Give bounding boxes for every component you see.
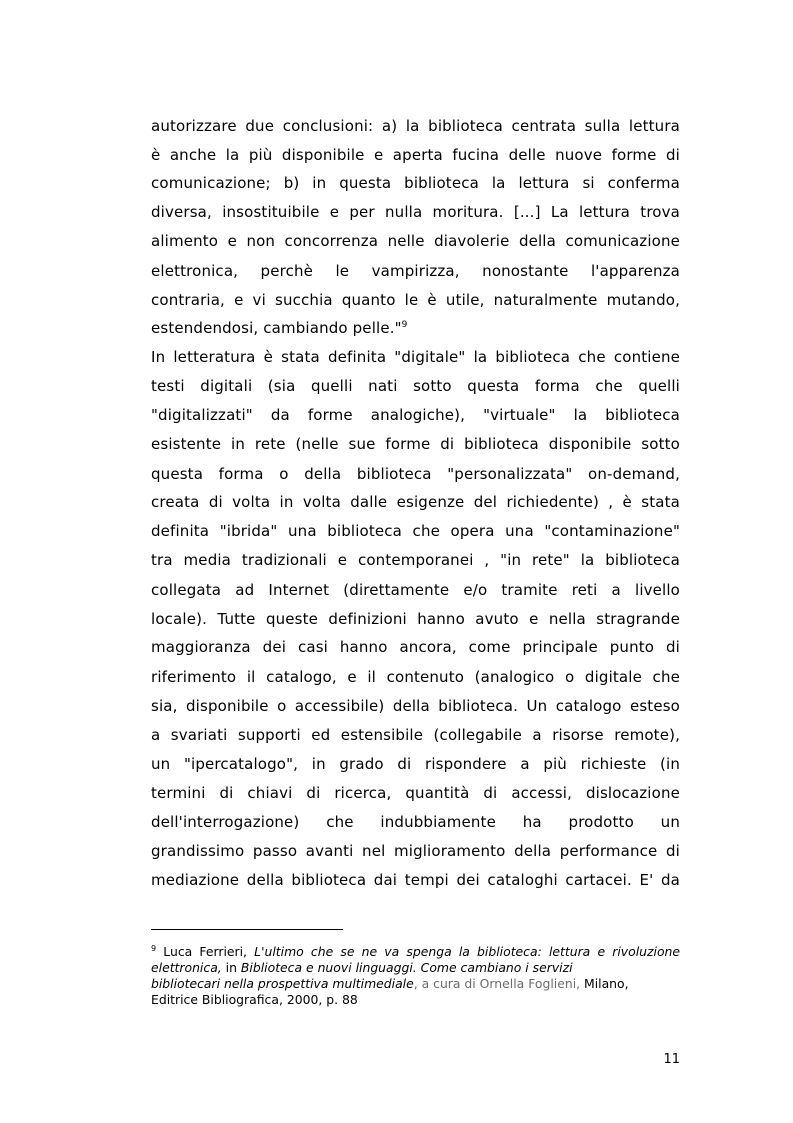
body-line: maggioranza dei casi hanno ancora, come principale punto di [151,638,680,656]
body-line: è anche la più disponibile e aperta fucina delle nuove forme di [151,146,680,164]
footnote-line [151,960,680,976]
footnote-author: Luca Ferrieri, [156,944,255,959]
body-line: a svariati supporti ed estensibile (collegabile a risorse remote), [151,726,680,744]
page-number: 11 [663,1052,680,1067]
body-line: "digitalizzati" da forme analogiche), "virtuale" la biblioteca [151,406,680,424]
footnote-in: in [221,960,241,975]
body-line: grandissimo passo avanti nel miglioramento della performance di [151,842,680,860]
footnote-book-title: Biblioteca e nuovi linguaggi. Come cambiano i servizi [240,960,573,975]
footnote-book-title-cont: bibliotecari nella prospettiva multimediale [151,976,414,991]
body-line: In letteratura è stata definita "digitale" la biblioteca che contiene [151,348,680,366]
footnote-title: L'ultimo che se ne va spenga la biblioteca: lettura e rivoluzione [254,944,680,959]
footnote-place: Milano, [584,976,629,991]
body-line: comunicazione; b) in questa biblioteca la lettura si conferma [151,174,680,192]
body-line: dell'interrogazione) che indubbiamente ha prodotto un [151,813,680,831]
body-line: creata di volta in volta dalle esigenze del richiedente) , è stata [151,493,680,511]
body-line: esistente in rete (nelle sue forme di biblioteca disponibile sotto [151,435,680,453]
body-line: riferimento il catalogo, e il contenuto (analogico o digitale che [151,668,680,686]
body-line: un "ipercatalogo", in grado di rispondere a più richieste (in [151,755,680,773]
footnote-number: 9 [151,943,157,953]
quote-end-line [151,318,680,338]
footnote-reference[interactable]: 9 [401,320,408,330]
footnote-separator [151,929,343,930]
body-line: questa forma o della biblioteca "personalizzata" on-demand, [151,465,680,483]
body-line: contraria, e vi succhia quanto le è utile, naturalmente mutando, [151,291,680,309]
body-line: autorizzare due conclusioni: a) la biblioteca centrata sulla lettura [151,117,680,135]
body-line: diversa, insostituibile e per nulla moritura. [...] La lettura trova [151,203,680,221]
body-line: definita "ibrida" una biblioteca che opera una "contaminazione" [151,522,680,540]
body-line: testi digitali (sia quelli nati sotto questa forma che quelli [151,377,680,395]
body-line: locale). Tutte queste definizioni hanno avuto e nella stragrande [151,610,680,628]
footnote-line [151,976,680,992]
body-line: tra media tradizionali e contemporanei , "in rete" la biblioteca [151,551,680,569]
footnote-publisher: Editrice Bibliografica, 2000, p. 88 [151,992,358,1007]
body-line: mediazione della biblioteca dai tempi dei cataloghi cartacei. E' da [151,871,680,889]
footnote-editor: , a cura di Ornella Foglieni, [413,976,585,991]
body-line: termini di chiavi di ricerca, quantità di accessi, dislocazione [151,784,680,802]
body-line: collegata ad Internet (direttamente e/o tramite reti a livello [151,581,680,599]
body-line: alimento e non concorrenza nelle diavolerie della comunicazione [151,232,680,250]
footnote-line [151,944,680,960]
body-line: elettronica, perchè le vampirizza, nonostante l'apparenza [151,262,680,280]
body-line: sia, disponibile o accessibile) della biblioteca. Un catalogo esteso [151,697,680,715]
body-line-text: estendendosi, cambiando pelle." [151,319,402,337]
footnote-title-cont: elettronica, [151,960,222,975]
